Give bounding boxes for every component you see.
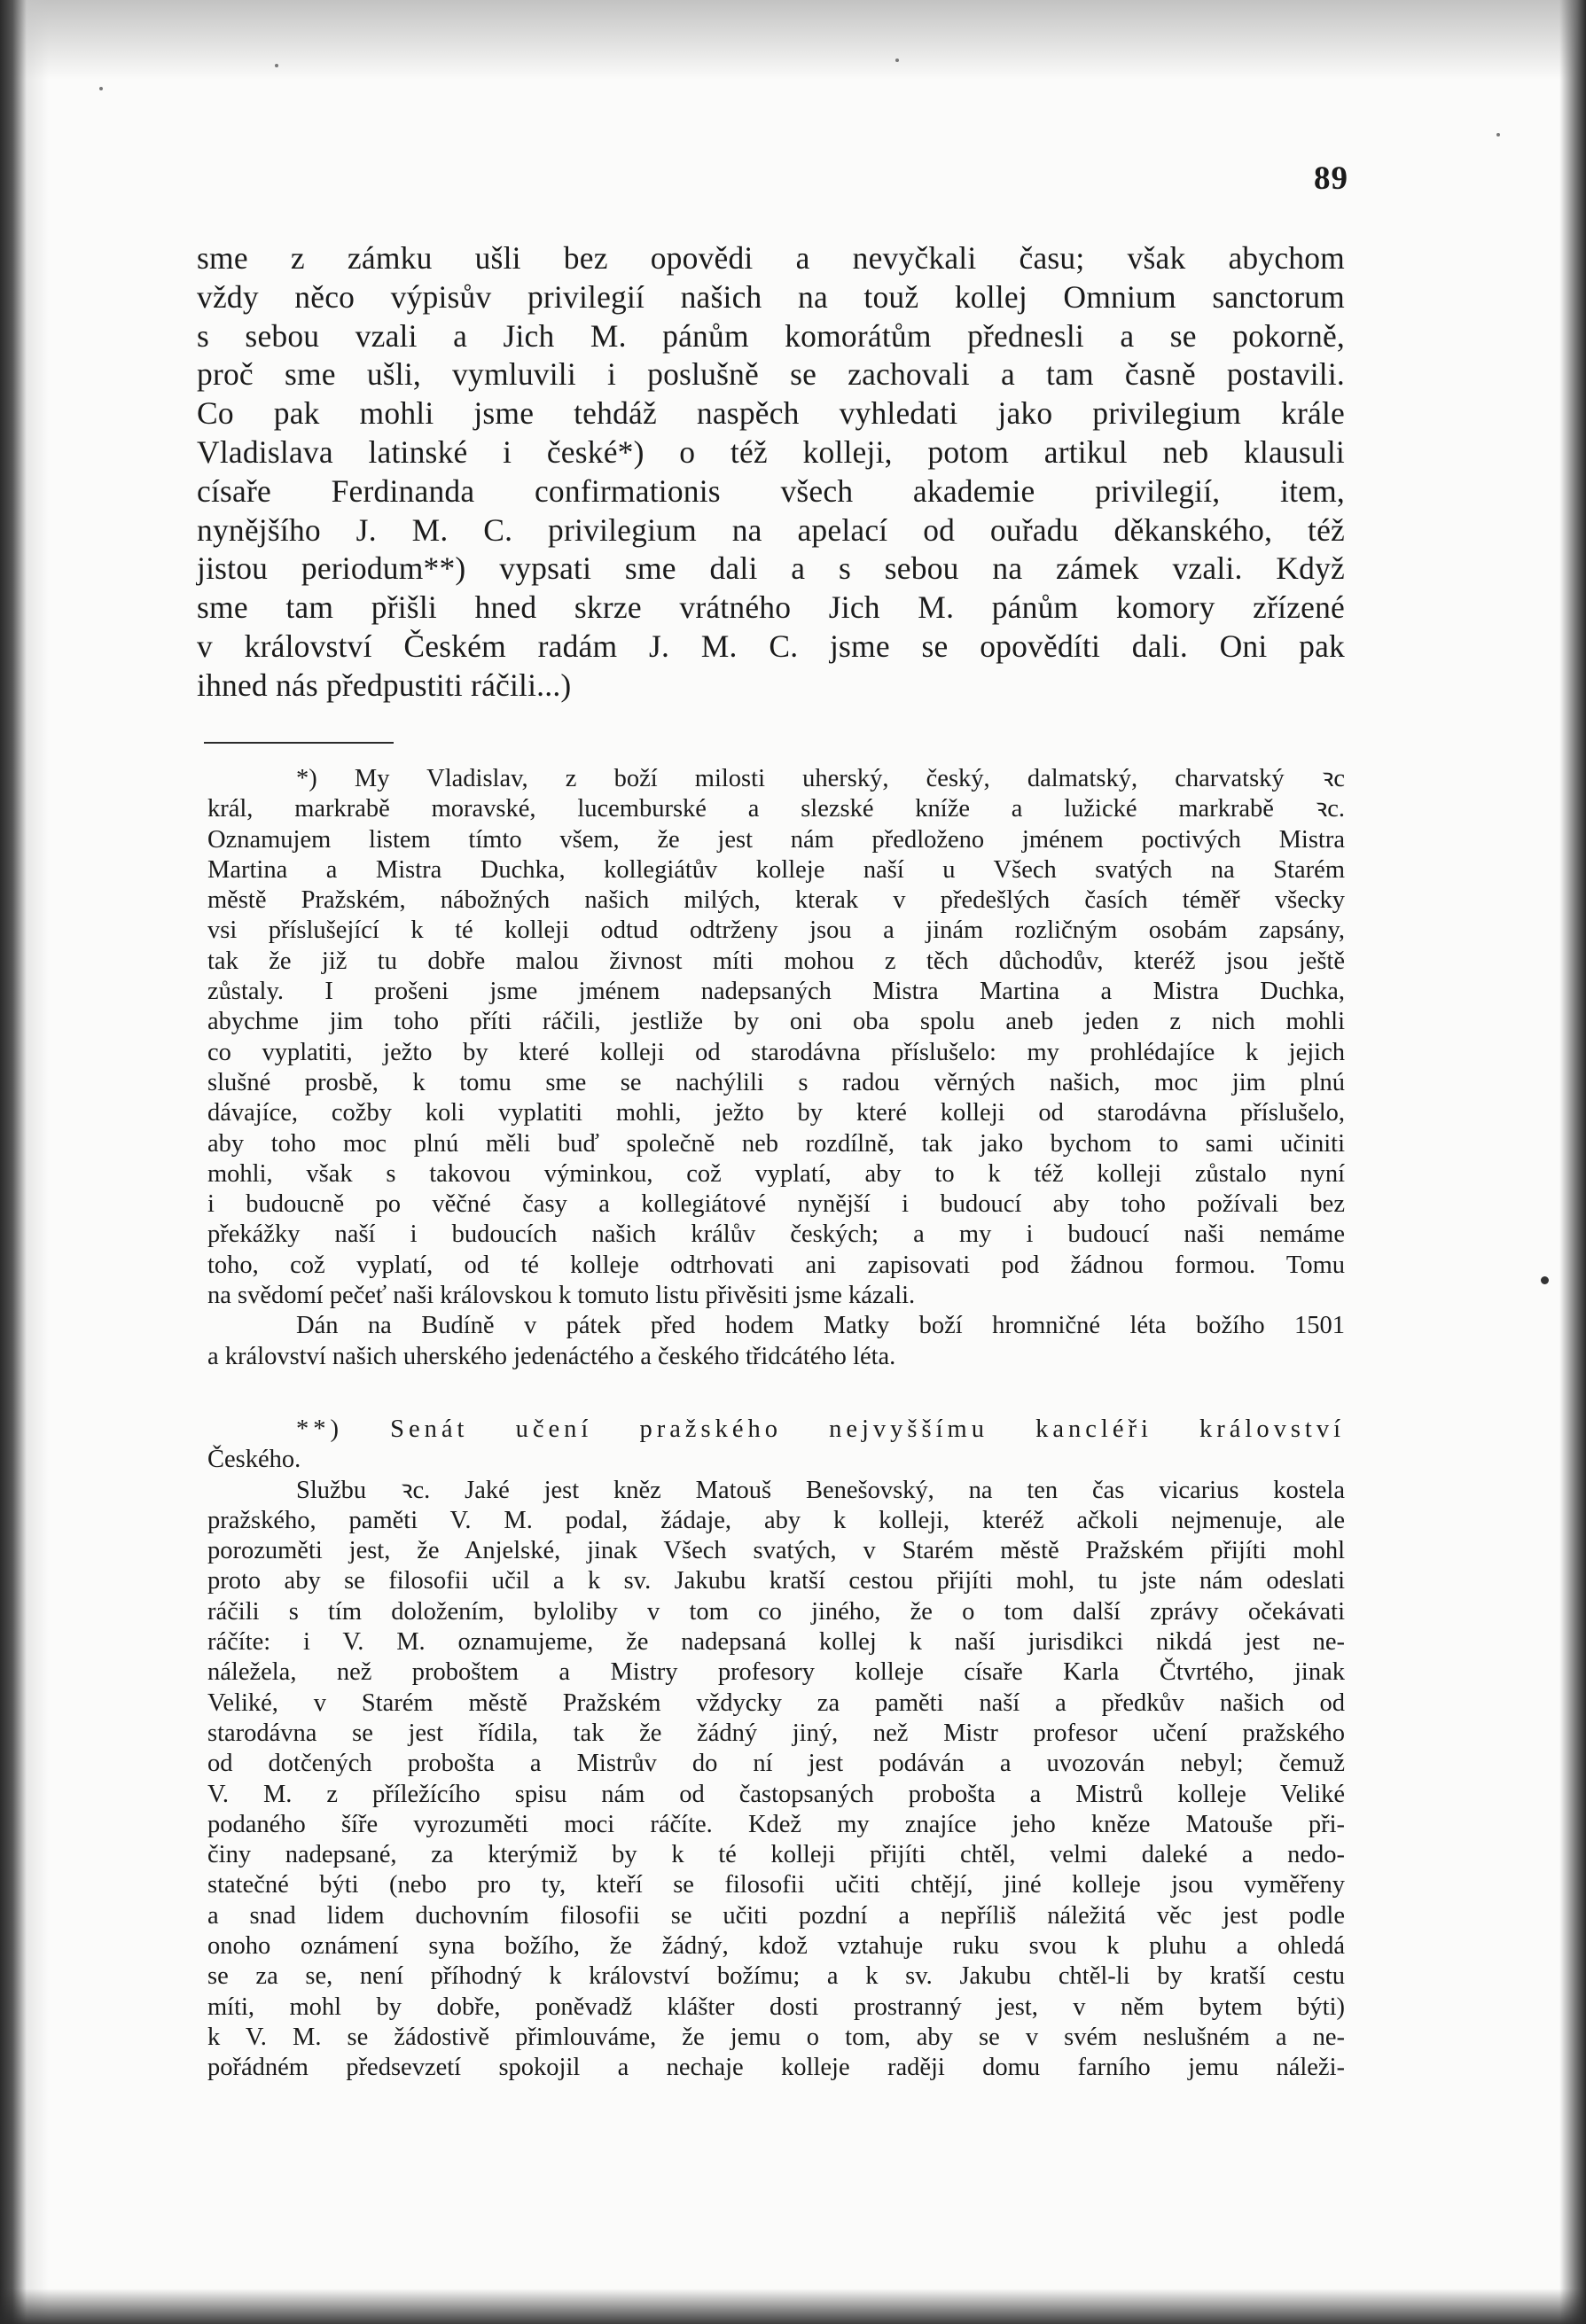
footnote-line: aby toho moc plnú měli buď společně neb rozdílně, tak jako bychom to sami učiniti [207, 1129, 1345, 1158]
page-shadow-top [0, 0, 1586, 80]
footnote-line: Oznamujem listem tímto všem, že jest nám předloženo jménem poctivých Mistra [207, 825, 1345, 854]
page-edge-bottom [0, 2289, 1586, 2324]
footnote-line: na svědomí pečeť naši královskou k tomuto listu přivěsiti jsme kázali. [207, 1282, 916, 1310]
footnote-line: pořádném předsevzetí spokojil a nechaje kolleje raději domu farního jemu náleži- [207, 2054, 1345, 2082]
page-number: 89 [1314, 160, 1348, 197]
scan-speck [895, 58, 899, 62]
footnote-line: co vyplatiti, ježto by které kolleji od starodávna příslušelo: my prohlédajíce k jejich [207, 1038, 1345, 1066]
text-line: jistou periodum**) vypsati sme dali a s sebou na zámek vzali. Když [197, 550, 1345, 587]
text-line: proč sme ušli, vymluvili i poslušně se zachovali a tam časně postavili. [197, 356, 1345, 393]
footnote-line: král, markrabě moravské, lucemburské a slezské kníže a lužické markrabě ꝛc. [207, 795, 1345, 823]
scan-speck [1496, 133, 1500, 136]
footnote-line: onoho oznámení syna božího, že žádný, kdož vztahuje ruku svou k pluhu a ohledá [207, 1932, 1345, 1961]
footnote-line: podaného šíře vyrozuměti moci ráčíte. Kdež my znajíce jeho kněze Matouše při- [207, 1810, 1345, 1838]
footnote-line: slušné prosbě, k tomu sme se nachýlili s radou věrných našich, moc jim plnú [207, 1068, 1345, 1096]
footnote-line: abychme jim toho příti ráčili, jestliže by oni oba spolu aneb jeden z nich mohli [207, 1008, 1345, 1036]
text-line: nynějšího J. M. C. privilegium na apelací od ouřadu děkanského, též [197, 511, 1345, 548]
text-line: Vladislava latinské i české*) o též kolleji, potom artikul neb klausuli [197, 433, 1345, 470]
footnote-line: starodávna se jest řídila, tak že žádný jiný, než Mistr profesor učení pražského [207, 1719, 1345, 1747]
footnote-line: mohli, však s takovou výminkou, což vyplatí, aby to k též kolleji zůstalo nyní [207, 1159, 1345, 1188]
footnote-line: náležela, než proboštem a Mistry profesory kolleje císaře Karla Čtvrtého, jinak [207, 1658, 1345, 1687]
footnote-line: a snad lidem duchovním filosofii se učiti pozdní a nepříliš náležitá věc jest podle [207, 1901, 1345, 1930]
text-line: císaře Ferdinanda confirmationis všech akademie privilegií, item, [197, 472, 1345, 509]
footnote-line: Českého. [207, 1446, 301, 1474]
footnote-line: Veliké, v Starém městě Pražském vždycky za paměti naší a předkův našich od [207, 1688, 1345, 1717]
footnote-line: ráčili s tím doložením, byloliby v tom co jiného, že o tom další zprávy očekávati [207, 1597, 1345, 1626]
text-line: Co pak mohli jsme tehdáž naspěch vyhledati jako privilegium krále [197, 395, 1345, 432]
text-line: v království Českém radám J. M. C. jsme se opovědíti dali. Oni pak [197, 628, 1345, 664]
scan-speck [99, 87, 103, 90]
footnote-line: ráčíte: i V. M. oznamujeme, že nadepsaná kollej k naší jurisdikci nikdá jest ne- [207, 1628, 1345, 1657]
footnote-line: a království našich uherského jedenáctého a českého třidcátého léta. [207, 1342, 896, 1370]
footnote-line: porozuměti jest, že Anjelské, jinak Všech svatých, v Starém městě Pražském přijíti mohl [207, 1537, 1345, 1565]
footnote-line: tak že již tu dobře malou živnost míti mohou z těch důchodův, kteréž jsou ještě [207, 947, 1345, 975]
footnote-2 [207, 1415, 1345, 2084]
page-edge-right [1559, 0, 1586, 2324]
footnote-line: činy nadepsané, za kterýmiž by k té kolleji přijíti chtěl, velmi daleké a nedo- [207, 1841, 1345, 1869]
footnote-line: dávajíce, cožby koli vyplatiti mohli, ježto by které kolleji od starodávna příslušelo, [207, 1099, 1345, 1127]
footnote-separator [204, 742, 394, 744]
footnote-line: toho, což vyplatí, od té kolleje odtrhovati ani zapisovati pod žádnou formou. Tomu [207, 1251, 1345, 1279]
footnote-line: *) My Vladislav, z boží milosti uherský, český, dalmatský, charvatský ꝛc [296, 765, 1345, 792]
footnote-line: vsi příslušející k té kolleji odtud odtrženy jsou a jinám rozličným osobám zapsány, [207, 916, 1345, 945]
footnote-line: Martina a Mistra Duchka, kollegiátův kolleje naší u Všech svatých na Starém [207, 855, 1345, 884]
footnote-line: statečné býti (nebo pro ty, kteří se filosofii učiti chtějí, jiné kolleje jsou vyměřeny [207, 1871, 1345, 1899]
footnote-line: pražského, paměti V. M. podal, žádaje, aby k kolleji, kteréž ačkoli nejmenuje, ale [207, 1506, 1345, 1534]
text-line: ihned nás předpustiti ráčili...) [197, 667, 572, 703]
footnote-line: proto aby se filosofii učil a k sv. Jakubu kratší cestou přijíti mohl, tu jste nám odeslati [207, 1567, 1345, 1595]
text-line: sme z zámku ušli bez opovědi a nevyčkali času; však abychom [197, 240, 1345, 276]
page-binding-edge [0, 0, 49, 2324]
footnote-line: městě Pražském, nábožných našich milých, kterak v předešlých časích téměř všecky [207, 886, 1345, 915]
footnote-line: k V. M. se žádostivě přimlouváme, že jemu o tom, aby se v svém neslušném a ne- [207, 2023, 1345, 2051]
footnote-line: míti, mohl by dobře, poněvadž klášter dosti prostranný jest, v něm bytem býti) [207, 1993, 1345, 2021]
footnote-line: Službu ꝛc. Jaké jest kněz Matouš Benešovský, na ten čas vicarius kostela [296, 1476, 1345, 1504]
text-line: s sebou vzali a Jich M. pánům komorátům přednesli a se pokorně, [197, 317, 1345, 354]
main-text-block [197, 239, 1345, 706]
footnote-line: se za se, není příhodný k království božímu; a k sv. Jakubu chtěl-li by kratší cestu [207, 1962, 1345, 1991]
scan-speck [275, 64, 278, 67]
footnote-line: zůstaly. I prošeni jsme jménem nadepsaných Mistra Martina a Mistra Duchka, [207, 978, 1345, 1006]
footnote-line: **) Senát učení pražského nejvyššímu kancléři království [296, 1415, 1345, 1443]
footnote-line: od dotčených probošta a Mistrův do ní jest podáván a uvozován nebyl; čemuž [207, 1750, 1345, 1778]
text-line: sme tam přišli hned skrze vrátného Jich M. pánům komory zřízené [197, 589, 1345, 626]
footnote-line: V. M. z příležícího spisu nám od častopsaných probošta a Mistrů kolleje Veliké [207, 1780, 1345, 1808]
scan-dot [1541, 1276, 1549, 1284]
footnote-line: překážky naší i budoucích našich králův českých; a my i budoucí naši nemáme [207, 1220, 1345, 1249]
footnote-line: Dán na Budíně v pátek před hodem Matky boží hromničné léta božího 1501 [296, 1312, 1345, 1340]
footnote-1 [207, 764, 1345, 1372]
footnote-line: i budoucně po věčné časy a kollegiátové nynější i budoucí aby toho požívali bez [207, 1190, 1345, 1219]
text-line: vždy něco výpisův privilegií našich na touž kollej Omnium sanctorum [197, 278, 1345, 315]
